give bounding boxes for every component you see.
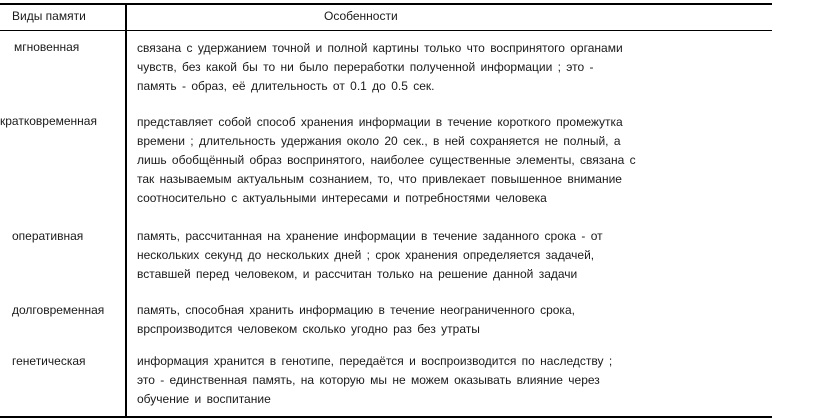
header-features: Особенности	[324, 9, 398, 23]
row-desc-short-term	[137, 113, 772, 208]
desc-line: информация хранится в генотипе, передаётся и воспроизводится по наследству ;	[137, 354, 613, 368]
row-term-short-term: кратковременная	[0, 114, 97, 128]
header-memory-types: Виды памяти	[12, 9, 86, 23]
desc-line: соотносительно с актуальными интересами и потребностями человека	[137, 191, 547, 205]
table-top-rule	[0, 3, 772, 5]
table-header-rule	[0, 30, 772, 31]
desc-line: это - единственная память, на которую мы не можем оказывать влияние через	[137, 373, 600, 387]
row-desc-instant	[137, 39, 772, 96]
row-term-long-term: долговременная	[12, 303, 105, 317]
table-column-divider	[125, 3, 127, 418]
row-term-instant: мгновенная	[14, 40, 80, 54]
desc-line: память, рассчитанная на хранение информации в течение заданного срока - от	[137, 229, 603, 243]
row-desc-genetic	[137, 352, 772, 409]
desc-line: врспроизводится человеком сколько угодно раз без утраты	[137, 322, 480, 336]
desc-line: нескольких секунд до нескольких дней ; срок хранения определяется задачей,	[137, 248, 595, 262]
desc-line: связана с удержанием точной и полной картины только что воспринятого органами	[137, 41, 623, 55]
table-bottom-rule	[0, 416, 772, 418]
desc-line: времени ; длительность удержания около 20 сек., в ней сохраняется не полный, а	[137, 134, 621, 148]
desc-line: память - образ, её длительность от 0.1 до 0.5 сек.	[137, 79, 435, 93]
row-term-operative: оперативная	[12, 229, 84, 243]
desc-line: представляет собой способ хранения информации в течение короткого промежутка	[137, 115, 623, 129]
row-desc-operative	[137, 227, 772, 284]
desc-line: так называемым актуальным сознанием, то, что привлекает повышенное внимание	[137, 172, 622, 186]
row-desc-long-term	[137, 301, 772, 339]
desc-line: обучение и воспитание	[137, 392, 271, 406]
desc-line: лишь обобщённый образ воспринятого, наиболее существенные элементы, связана с	[137, 153, 636, 167]
desc-line: вставшей перед человеком, и рассчитан только на решение данной задачи	[137, 267, 578, 281]
row-term-genetic: генетическая	[12, 354, 86, 368]
desc-line: память, способная хранить информацию в течение неограниченного срока,	[137, 303, 575, 317]
desc-line: чувств, без какой бы то ни было переработки полученной информации ; это -	[137, 60, 594, 74]
